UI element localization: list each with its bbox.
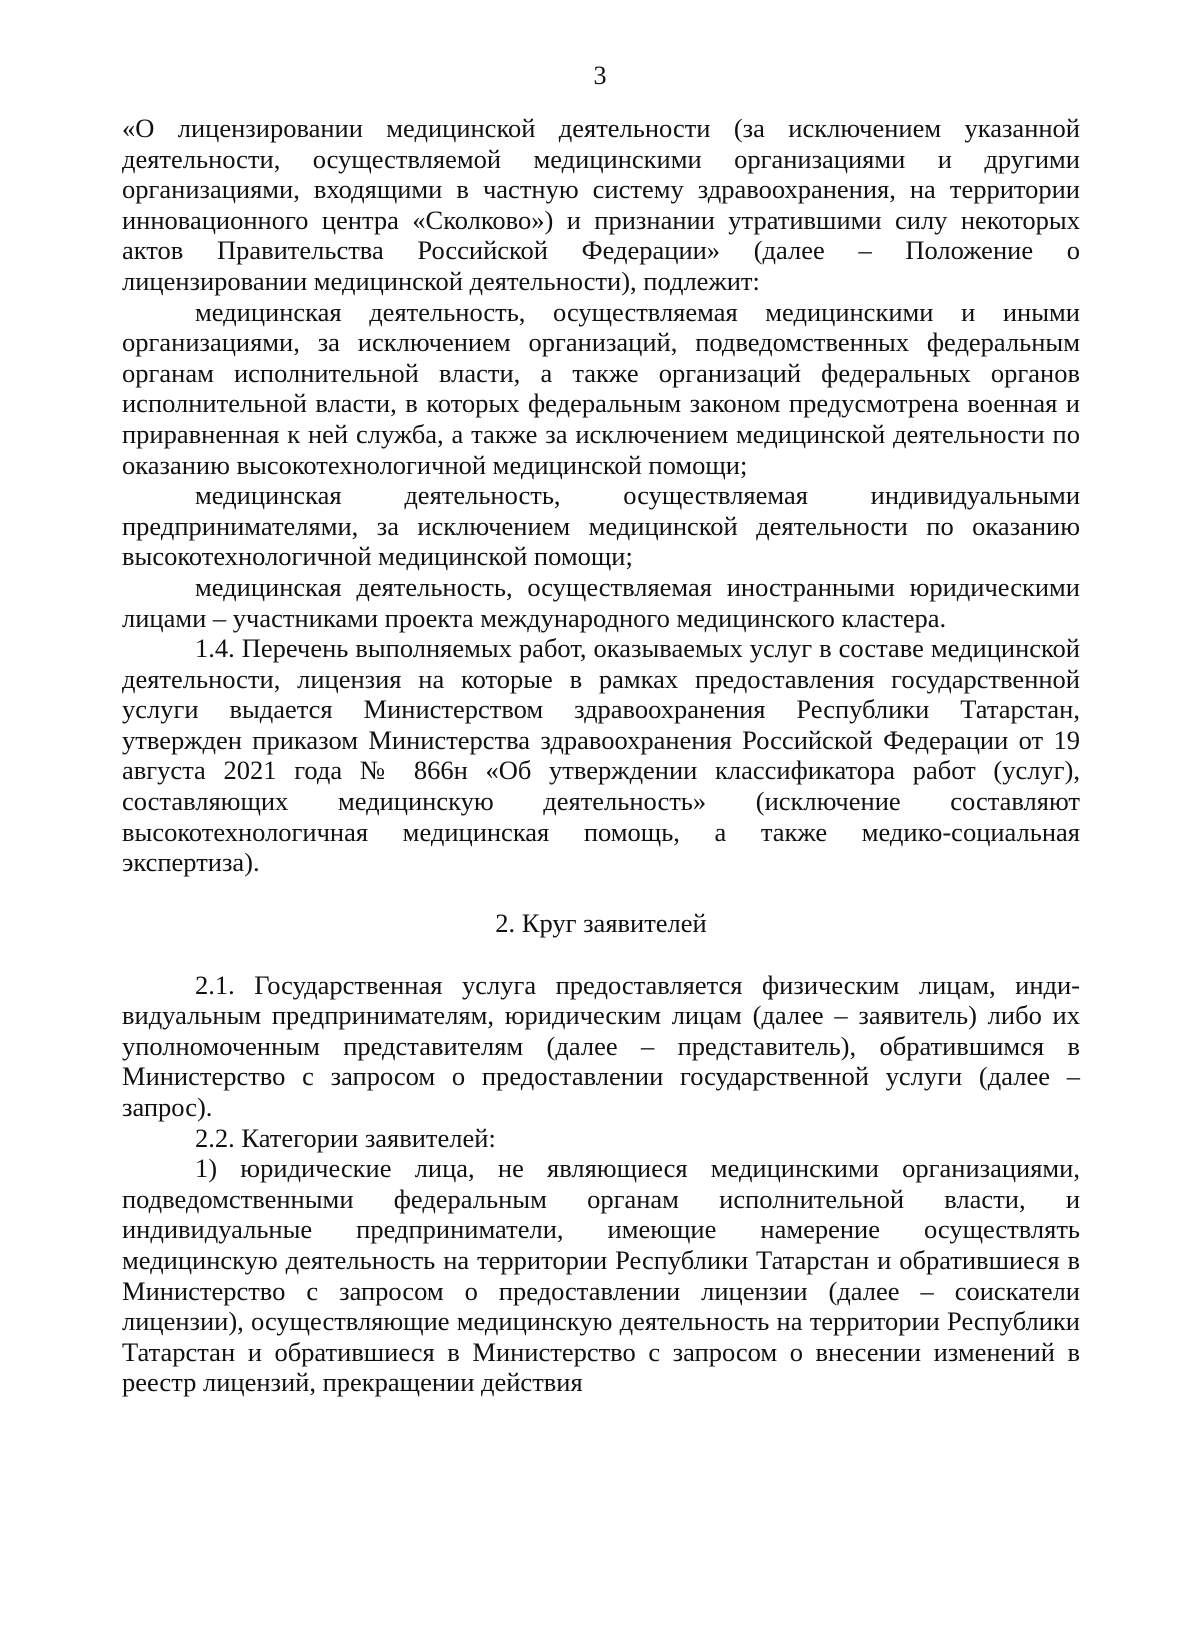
paragraph-foreign-entities: медицинская деятельность, осуществляемая иностранными юридическими лицами – участниками проекта международного медицинского кластера. — [122, 571, 1080, 633]
paragraph-2-2: 2.2. Категории заявителей: — [195, 1122, 496, 1153]
paragraph-2-2-item-1: 1) юридические лица, не являющиеся медицинскими организациями, подведомственными федеральным органам исполнительной власти, и индивидуальные предприниматели, имеющие намерение осуществлять медицинскую деятельность на территории Республики Татарстан и обратившиеся в Министерство с запросом о предоставлении лицензии (далее – соискатели лицензии), осуществляющие медицинскую деятельность на территории Республики Татарстан и обратившиеся в Министерство с запросом о внесении изменений в реестр лицензий, прекращении действия — [122, 1153, 1080, 1398]
paragraph-medical-organizations: медицинская деятельность, осуществляемая медицинскими и иными организациями, за исключением организаций, подведомственных федеральным органам исполнительной власти, а также организаций федеральных органов исполнительной власти, в которых федеральным законом предусмотрена военная и приравненная к ней служба, а также за исключением медицинской деятельности по оказанию высокотехнологичной медицинской помощи; — [122, 296, 1080, 480]
paragraph-2-1: 2.1. Государственная услуга предоставляется физическим лицам, индивидуальным предпринимателям, юридическим лицам (далее – заявитель) либо их уполномоченным представителям (далее – представитель), обратившимся в Министерство с запросом о предоставлении государственной услуги (далее – запрос). — [122, 969, 1080, 1122]
page-number: 3 — [593, 61, 607, 90]
paragraph-individual-entrepreneurs: медицинская деятельность, осуществляемая индивидуальными предпринимателями, за исключением медицинской деятельности по оказанию высокотехнологичной медицинской помощи; — [122, 480, 1080, 572]
section-heading: 2. Круг заявителей — [495, 908, 707, 939]
paragraph-continuation: «О лицензировании медицинской деятельности (за исключением указанной деятельности, осуществляемой медицинскими организациями и другими организациями, входящими в частную систему здравоохранения, на территории инновационного центра «Сколково») и признании утратившими силу некоторых актов Правительства Российской Федерации» (далее – Положение о лицензировании медицинской деятельности), подлежит: — [122, 113, 1080, 296]
paragraph-1-4: 1.4. Перечень выполняемых работ, оказываемых услуг в составе медицинской деятельности, лицензия на которые в рамках предоставления государственной услуги выдается Министерством здравоохранения Республики Татарстан, утвержден приказом Министерства здравоохранения Российской Федерации от 19 августа 2021 года № 866н «Об утверждении классификатора работ (услуг), составляющих медицинскую деятельность» (исключение составляют высокотехнологичная медицинская помощь, а также медико-социальная экспертиза). — [122, 633, 1080, 878]
document-body — [122, 113, 1080, 1398]
